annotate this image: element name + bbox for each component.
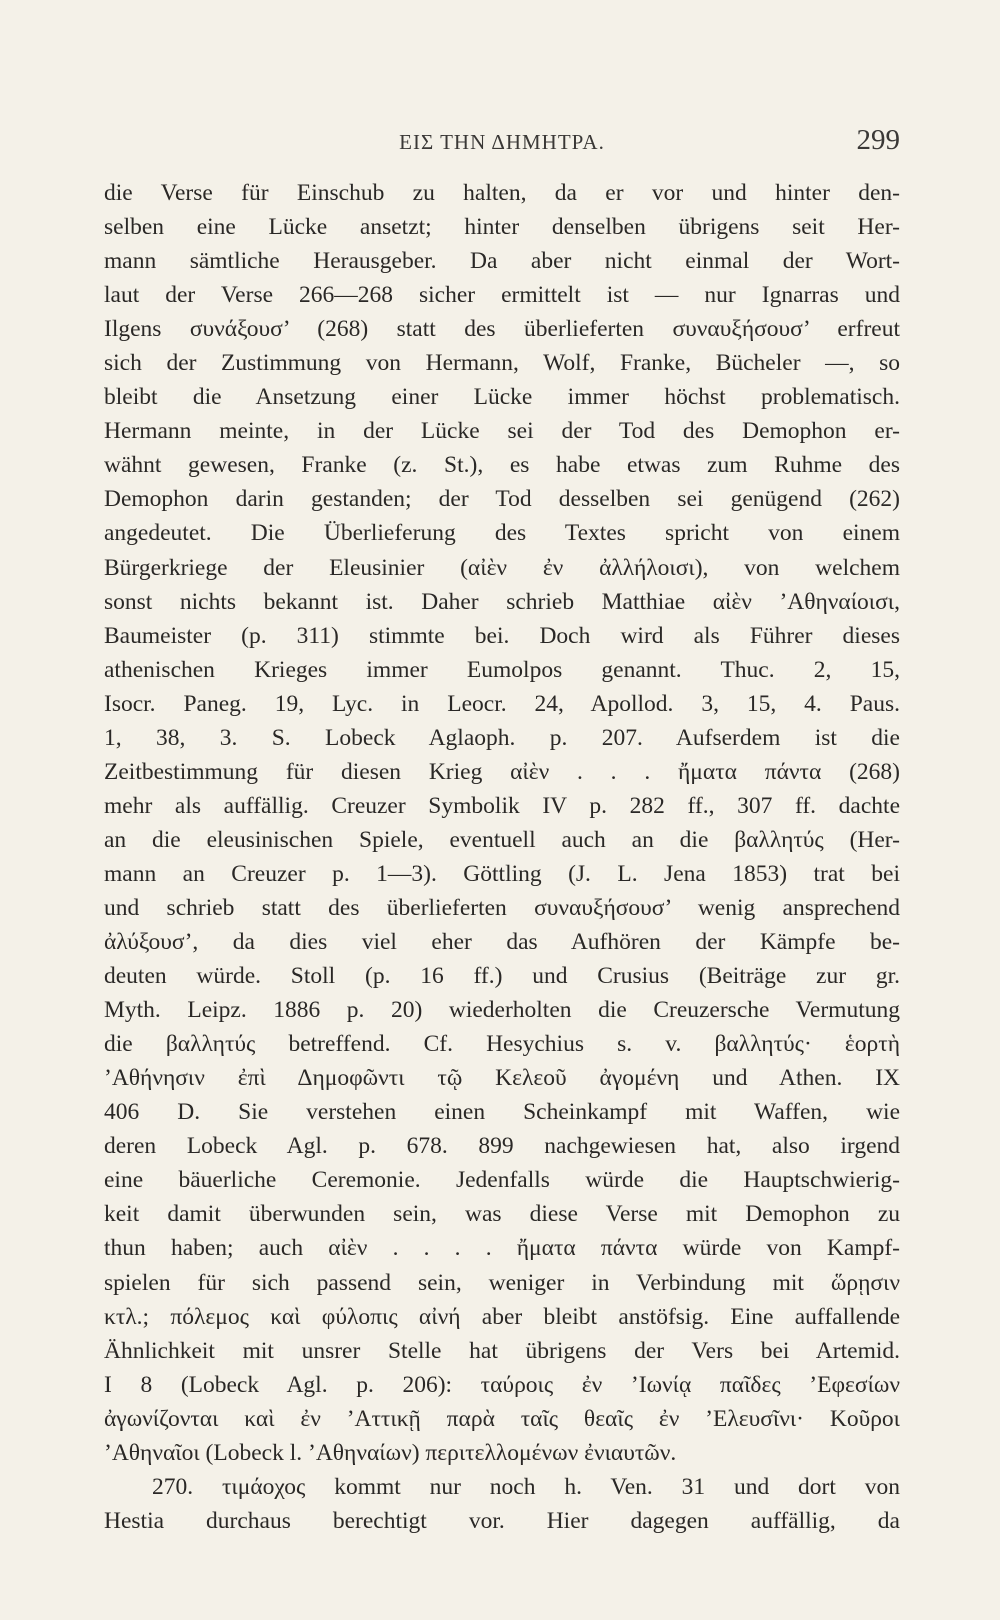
text-line: Baumeister (p. 311) stimmte bei. Doch wird als Führer dieses xyxy=(104,622,900,649)
text-line: sich der Zustimmung von Hermann, Wolf, Franke, Bücheler —, so xyxy=(104,350,900,377)
text-line: Hestia durchaus berechtigt vor. Hier dagegen auffällig, da xyxy=(104,1507,900,1534)
text-line: Hermann meinte, in der Lücke sei der Tod des Demophon er- xyxy=(104,418,900,445)
text-line: die Verse für Einschub zu halten, da er vor und hinter den- xyxy=(104,180,900,206)
text-line: Ähnlichkeit mit unsrer Stelle hat übrigens der Vers bei Artemid. xyxy=(104,1337,900,1364)
text-line: sonst nichts bekannt ist. Daher schrieb Matthiae αἰὲν ’Αθηναίοισι, xyxy=(104,588,900,615)
text-line: angedeutet. Die Überlieferung des Textes spricht von einem xyxy=(104,520,900,547)
text-line: wähnt gewesen, Franke (z. St.), es habe etwas zum Ruhme des xyxy=(104,452,900,479)
text-line: ’Αθήνησιν ἐπὶ Δημοφῶντι τῷ Κελεοῦ ἀγομένη und Athen. IX xyxy=(104,1065,900,1092)
text-line: mann sämtliche Herausgeber. Da aber nicht einmal der Wort- xyxy=(104,248,900,275)
text-line: Ilgens συνάξουσ’ (268) statt des überlieferten συναυξήσουσ’ erfreut xyxy=(104,316,900,343)
text-line: und schrieb statt des überlieferten συναυξήσουσ’ wenig ansprechend xyxy=(104,894,900,921)
body-text xyxy=(104,176,900,1538)
text-line: 406 D. Sie verstehen einen Scheinkampf mit Waffen, wie xyxy=(104,1099,900,1126)
text-line: Isocr. Paneg. 19, Lyc. in Leocr. 24, Apollod. 3, 15, 4. Paus. xyxy=(104,690,900,717)
text-line: 270. τιμάοχος kommt nur noch h. Ven. 31 und dort von xyxy=(152,1473,900,1500)
text-line: I 8 (Lobeck Agl. p. 206): ταύροις ἐν ’Ιωνίᾳ παῖδες ’Εφεσίων xyxy=(104,1371,900,1398)
text-line: deren Lobeck Agl. p. 678. 899 nachgewiesen hat, also irgend xyxy=(104,1133,900,1160)
text-line: Zeitbestimmung für diesen Krieg αἰὲν . . . ἤματα πάντα (268) xyxy=(104,758,900,785)
text-line: selben eine Lücke ansetzt; hinter denselben übrigens seit Her- xyxy=(104,214,900,241)
running-title: ΕΙΣ ΤΗΝ ΔΗΜΗΤΡΑ. xyxy=(399,130,605,154)
text-line: κτλ.; πόλεμος καὶ φύλοπις αἰνή aber bleibt anstöfsig. Eine auffallende xyxy=(104,1303,900,1330)
text-line: 1, 38, 3. S. Lobeck Aglaoph. p. 207. Aufserdem ist die xyxy=(104,724,900,751)
page-number: 299 xyxy=(856,124,900,156)
text-line: mehr als auffällig. Creuzer Symbolik IV p. 282 ff., 307 ff. dachte xyxy=(104,792,900,819)
text-line: athenischen Krieges immer Eumolpos genannt. Thuc. 2, 15, xyxy=(104,656,900,683)
text-line: laut der Verse 266—268 sicher ermittelt ist — nur Ignarras und xyxy=(104,282,900,309)
text-line: eine bäuerliche Ceremonie. Jedenfalls würde die Hauptschwierig- xyxy=(104,1167,900,1194)
text-line: die βαλλητύς betreffend. Cf. Hesychius s. v. βαλλητύς· ἑορτὴ xyxy=(104,1031,900,1058)
text-line: mann an Creuzer p. 1—3). Göttling (J. L. Jena 1853) trat bei xyxy=(104,860,900,887)
text-line: keit damit überwunden sein, was diese Verse mit Demophon zu xyxy=(104,1201,900,1228)
text-line: ἀλύξουσ’, da dies viel eher das Aufhören der Kämpfe be- xyxy=(104,929,900,956)
running-head xyxy=(104,124,900,164)
text-line: ἀγωνίζονται καὶ ἐν ’Αττικῇ παρὰ ταῖς θεαῖς ἐν ’Ελευσῖνι· Κοῦροι xyxy=(104,1405,900,1432)
text-line: Myth. Leipz. 1886 p. 20) wiederholten die Creuzersche Vermutung xyxy=(104,997,900,1024)
text-line: deuten würde. Stoll (p. 16 ff.) und Crusius (Beiträge zur gr. xyxy=(104,963,900,990)
text-line: Demophon darin gestanden; der Tod desselben sei genügend (262) xyxy=(104,486,900,513)
text-line: Bürgerkriege der Eleusinier (αἰὲν ἐν ἀλλήλοισι), von welchem xyxy=(104,554,900,581)
text-line: spielen für sich passend sein, weniger in Verbindung mit ὥρῃσιν xyxy=(104,1269,900,1296)
text-line: ’Αθηναῖοι (Lobeck l. ’Αθηναίων) περιτελλομένων ἐνιαυτῶν. xyxy=(104,1439,677,1466)
text-line: thun haben; auch αἰὲν . . . . ἤματα πάντα würde von Kampf- xyxy=(104,1235,900,1262)
text-line: bleibt die Ansetzung einer Lücke immer höchst problematisch. xyxy=(104,384,900,411)
text-line: an die eleusinischen Spiele, eventuell auch an die βαλλητύς (Her- xyxy=(104,826,900,853)
